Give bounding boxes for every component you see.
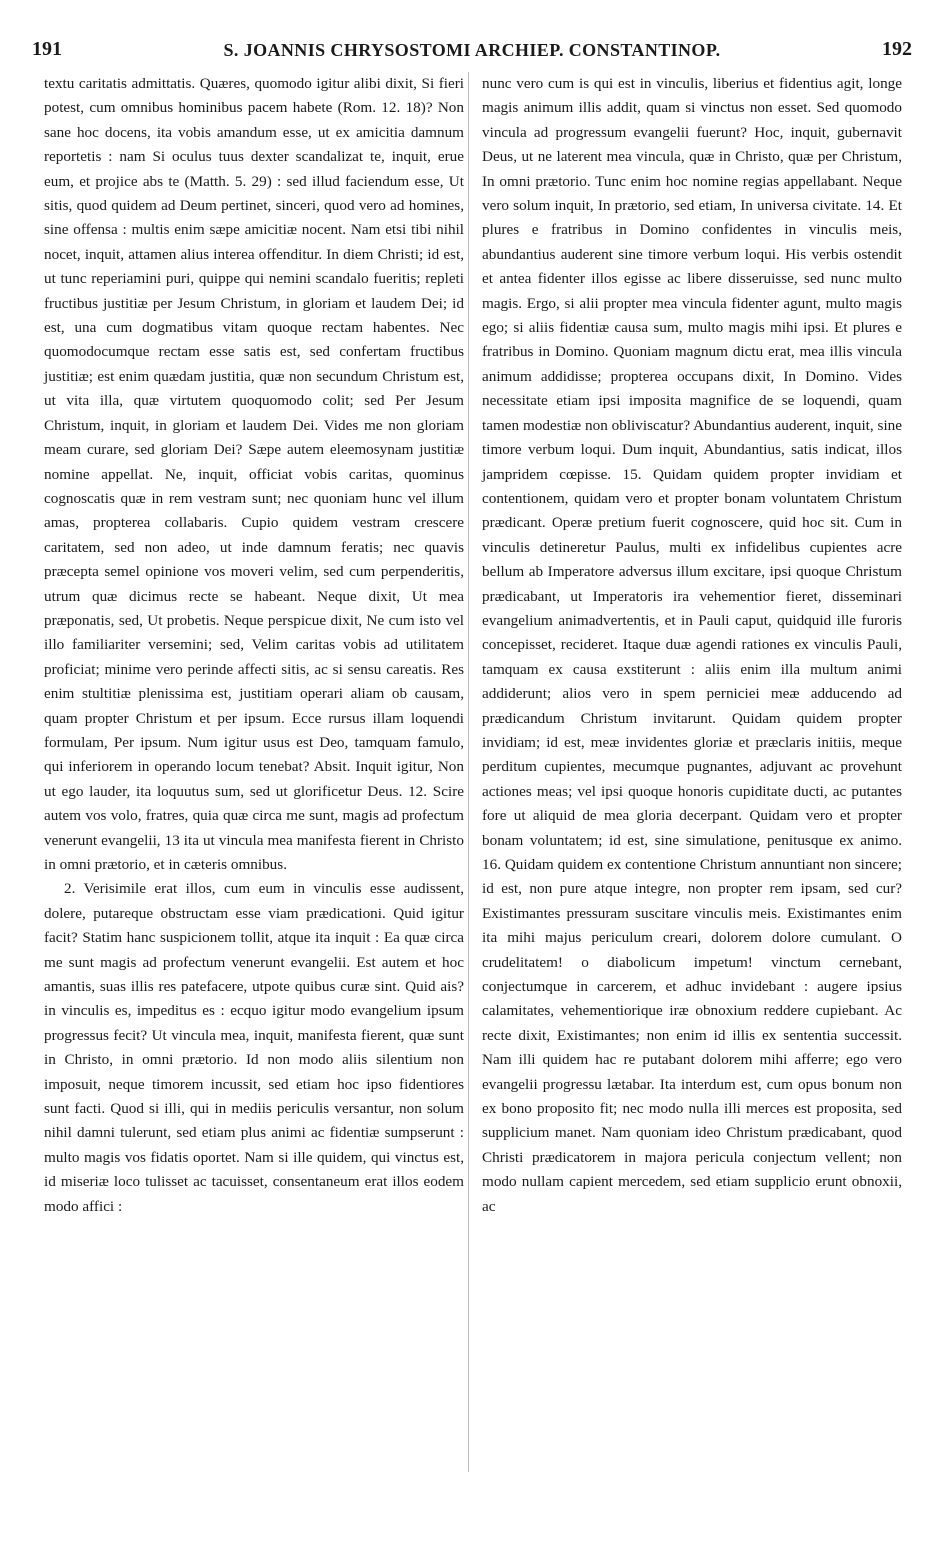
right-paragraph-1: nunc vero cum is qui est in vinculis, liberius et fidentius agit, longe magis animum illis addit, quam si vinctus non esset. Sed quomodo vincula ad progressum evangelii fuerunt? Hoc, inquit, gubernavit Deus, ut ne laterent mea vincula, quæ in Christo, quæ per Christum, In omni prætorio. Tunc enim hoc nomine regias appellabant. Neque vero solum inquit, In prætorio, sed etiam, In universa civitate. 14. Et plures e fratribus in Domino confidentes in vinculis meis, abundantius auderent sine timore verbum loqui. His verbis ostendit et antea fidenter illos egisse ac libere disseruisse, sed nunc multo magis. Ergo, si alii propter mea vincula fidenter agunt, multo magis ego; si aliis fidentiæ causa sum, multo magis mihi ipsi. Et plures e fratribus in Domino. Quoniam magnum dictu erat, mea illis vincula animum addidisse; propterea occupans dixit, In Domino. Vides necessitate etiam ipsi imposita magnifice de se loquendi, quam tamen modestiæ non obliviscatur? Abundantius auderent, inquit, sine timore verbum loqui. Dum inquit, Abundantius, satis indicat, illos jampridem cœpisse. 15. Quidam quidem propter invidiam et contentionem, quidam vero et propter bonam voluntatem Christum prædicant. Operæ pretium fuerit cognoscere, quid hoc sit. Cum in vinculis detineretur Paulus, multi ex infidelibus cupientes acre bellum ab Imperatore adversus illum excitare, ipsi quoque Christum prædicabant, ut Imperatoris ira vehementior fieret, disseminari evangelium animadvertentis, et in Pauli caput, quidquid ille furoris concepisset, recideret. Itaque duæ agendi rationes ex vinculis Pauli, tamquam ex causa exstiterunt : aliis enim illa multum animi addiderunt; alios vero in spem perniciei meæ adducendo ad prædicandum Christum invitarunt. Quidam quidem propter invidiam; id est, meæ invidentes gloriæ et præclaris initiis, meque perditum cupientes, mecumque pugnantes, adjuvant ac provehunt actiones meas; vel ipsi quoque honoris cupiditate ducti, ac putantes fore ut aliquid de mea gloria decerpant. Quidam vero et propter bonam voluntatem; id est, sine simulatione, penitusque ex animo. 16. Quidam quidem ex contentione Christum annuntiant non sincere; id est, non pure atque integre, non propter rem ipsam, sed cur? Existimantes pressuram suscitare vinculis meis. Existimantes enim ita mihi majus periculum creari, dolorem dolore cumulant. O crudelitatem! o diabolicum impetum! vinctum cernebant, conjectumque in carcerem, et adhuc invidebant : augere ipsius calamitates, vehementiorique iræ obnoxium reddere cupiebant. Ac recte dixit, Existimantes; non enim id illis ex sententia successit. Nam illi quidem hac re putabant dolorem mihi afferre; ego vero evangelii progressu lætabar. Ita interdum est, cum opus bonum non ex bono proposito fit; nec modo nulla illi merces est proposita, sed supplicium manet. Nam quoniam ideo Christum prædicabant, quod Christi prædicatorem in majora pericula conjectum vellent; non modo nullam capient mercedem, sed etiam supplicio erunt obnoxii, ac [482,75,902,1215]
column-divider [468,72,469,1472]
page-number-left: 191 [32,38,62,60]
page-header [32,36,912,66]
left-paragraph-2: 2. Verisimile erat illos, cum eum in vinculis esse audissent, dolere, putareque obstructam esse viam prædicationi. Quid igitur facit? Statim hanc suspicionem tollit, atque ita inquit : Ea quæ circa me sunt magis ad profectum venerunt evangelii. Est autem et hoc amantis, suas illis res patefacere, utpote quibus curæ sint. Quid ais? in vinculis es, impeditus es : ecquo igitur modo evangelium ipsum progressus fecit? Ut vincula mea, inquit, manifesta fierent, quæ sunt in Christo, in omni prætorio. Id non modo aliis silentium non imposuit, neque timorem incussit, sed etiam hoc ipso fidentiores sunt facti. Quod si illi, qui in mediis periculis versantur, non solum nihil damni tulerunt, sed etiam plus animi ac fidentiæ sumpserunt : multo magis vos fidatis oportet. Nam si ille quidem, qui vinctus est, id miseriæ loco tulisset ac tacuisset, consentaneum erat illos eodem modo affici : [44,880,464,1215]
left-paragraph-1: textu caritatis admittatis. Quæres, quomodo igitur alibi dixit, Si fieri potest, cum omnibus hominibus pacem habete (Rom. 12. 18)? Non sane hoc docens, ita vobis amandum esse, ut ex amicitia damnum reportetis : nam Si oculus tuus dexter scandalizat te, inquit, erue eum, et projice abs te (Matth. 5. 29) : sed illud faciendum esse, Ut sitis, quod quidem ad Deum pertinet, sinceri, quod vero ad homines, sine offensa : multis enim sæpe amicitiæ nocent. Nam etsi tibi nihil nocet, inquit, attamen alius interea offenditur. In diem Christi; id est, ut tunc reperiamini puri, quippe qui nemini scandalo fueritis; repleti fructibus justitiæ per Jesum Christum, in gloriam et laudem Dei; id est, una cum dogmatibus vitam quoque rectam habentes. Nec quomodocumque rectam esse satis est, sed confertam fructibus justitiæ; est enim quædam justitia, quæ non secundum Christum est, ut vita illa, quæ virtutem quoquomodo colit; sed Per Jesum Christum, inquit, in gloriam et laudem Dei. Vides me non gloriam meam curare, sed gloriam Dei? Sæpe autem eleemosynam justitiæ nomine appellat. Ne, inquit, officiat vobis caritas, quominus cognoscatis quæ in rem vestram sunt; nec quoniam hunc vel illum amas, propterea collabaris. Cupio quidem vestram crescere caritatem, sed non adeo, ut inde damnum feratis; nec quavis præcepta semel opinione vos moveri velim, sed cum perpenderitis, utrum quæ dicimus recte se habeant. Neque dixit, Ut mea præponatis, sed, Ut probetis. Neque perspicue dixit, Ne cum isto vel illo familiariter versemini; sed, Velim caritas vobis ad utilitatem proficiat; minime vero perinde affecti sitis, ac si sensu careatis. Res enim stultitiæ plenissima est, justitiam operari aliam ob causam, quam propter Christum et per ipsum. Ecce rursus illam loquendi formulam, Per ipsum. Num igitur usus est Deo, tamquam famulo, qui inferiorem in operando locum tenebat? Absit. Inquit igitur, Non ut ego lauder, ita loquutus sum, sed ut glorificetur Deus. 12. Scire autem vos volo, fratres, quia quæ circa me sunt, magis ad profectum venerunt evangelii, 13 ita ut vincula mea manifesta fierent in Christo in omni prætorio, et in cæteris omnibus. [44,75,464,873]
running-title: S. JOANNIS CHRYSOSTOMI ARCHIEP. CONSTANTINOP. [223,40,721,60]
page-number-right: 192 [882,38,912,60]
right-column [482,72,902,1219]
left-column [44,72,464,1219]
